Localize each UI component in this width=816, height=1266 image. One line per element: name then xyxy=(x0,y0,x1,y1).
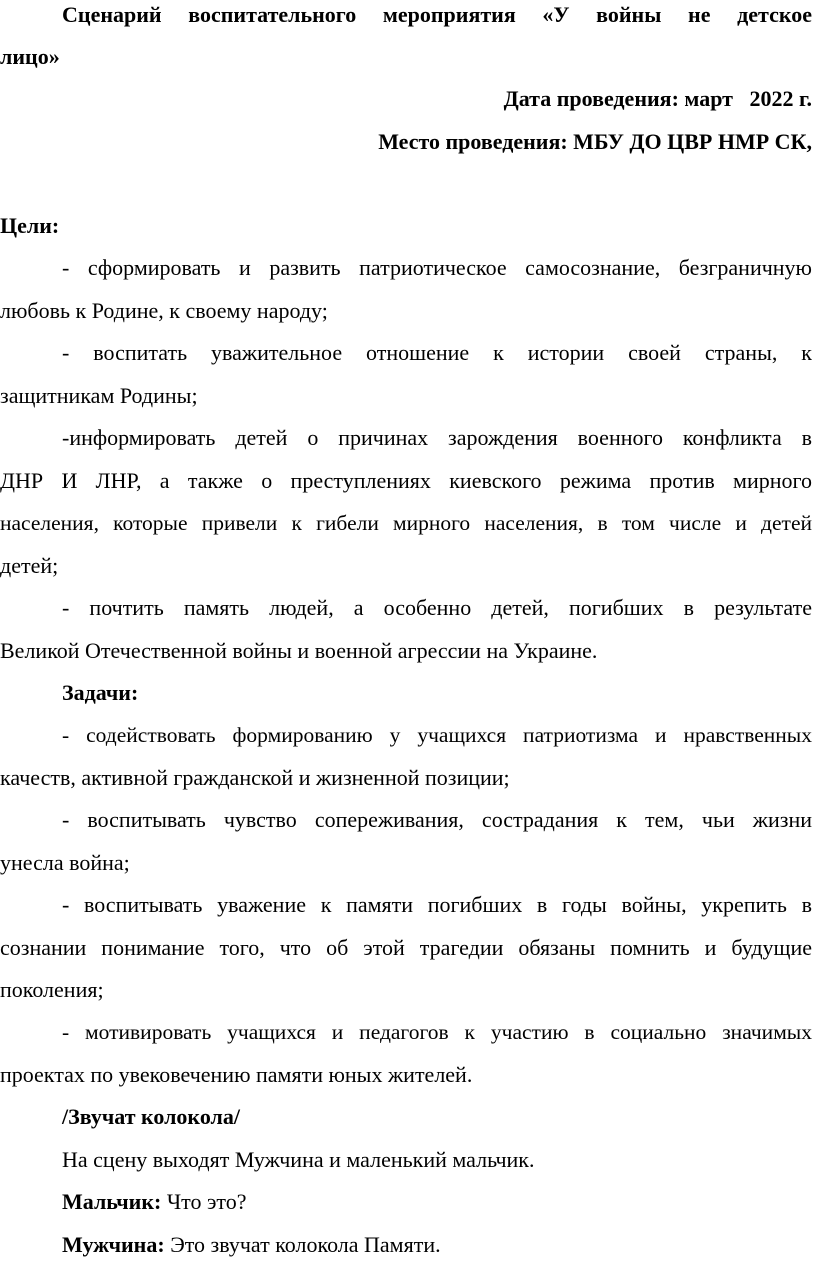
boy-line: Что это? xyxy=(161,1189,247,1214)
title-line-1: Сценарий воспитательного мероприятия «У войны не детское xyxy=(62,2,812,27)
man-line: Это звучат колокола Памяти. xyxy=(164,1232,441,1257)
event-place: Место проведения: МБУ ДО ЦВР НМР СК, xyxy=(378,129,812,154)
goals-line-8: детей; xyxy=(0,553,59,578)
tasks-line-8: - мотивировать учащихся и педагогов к участию в социально значимых xyxy=(62,1020,812,1044)
title-line-2: лицо» xyxy=(0,44,60,69)
tasks-line-4: унесла война; xyxy=(0,850,130,875)
dialogue-man xyxy=(62,1232,812,1258)
dialogue-boy xyxy=(62,1189,812,1215)
tasks-heading: Задачи: xyxy=(62,680,139,705)
speaker-man: Мужчина: xyxy=(62,1232,165,1257)
tasks-line-2: качеств, активной гражданской и жизненной позиции; xyxy=(0,765,510,790)
speaker-boy: Мальчик: xyxy=(62,1189,162,1214)
goals-line-9: - почтить память людей, а особенно детей, погибших в результате xyxy=(62,595,812,620)
goals-heading: Цели: xyxy=(0,213,60,238)
goals-line-1: - сформировать и развить патриотическое самосознание, безграничную xyxy=(62,255,812,280)
tasks-line-6: сознании понимание того, что об этой трагедии обязаны помнить и будущие xyxy=(0,935,812,960)
tasks-line-3: - воспитывать чувство сопереживания, сострадания к тем, чьи жизни xyxy=(62,807,812,832)
event-date: Дата проведения: март 2022 г. xyxy=(503,86,812,111)
goals-line-5: -информировать детей о причинах зарождения военного конфликта в xyxy=(62,425,812,450)
tasks-line-5: - воспитывать уважение к памяти погибших в годы войны, укрепить в xyxy=(62,892,812,917)
goals-line-6: ДНР И ЛНР, а также о преступлениях киевского режима против мирного xyxy=(0,468,812,493)
scene-intro: На сцену выходят Мужчина и маленький мальчик. xyxy=(62,1147,535,1172)
goals-line-2: любовь к Родине, к своему народу; xyxy=(0,298,328,323)
tasks-line-9: проектах по увековечению памяти юных жителей. xyxy=(0,1062,473,1087)
goals-line-4: защитникам Родины; xyxy=(0,383,198,408)
goals-line-7: населения, которые привели к гибели мирного населения, в том числе и детей xyxy=(0,511,812,535)
tasks-line-7: поколения; xyxy=(0,977,104,1002)
goals-line-3: - воспитать уважительное отношение к истории своей страны, к xyxy=(62,340,812,365)
tasks-line-1: - содействовать формированию у учащихся патриотизма и нравственных xyxy=(62,723,812,747)
stage-direction: /Звучат колокола/ xyxy=(62,1104,240,1129)
goals-line-10: Великой Отечественной войны и военной агрессии на Украине. xyxy=(0,638,598,663)
